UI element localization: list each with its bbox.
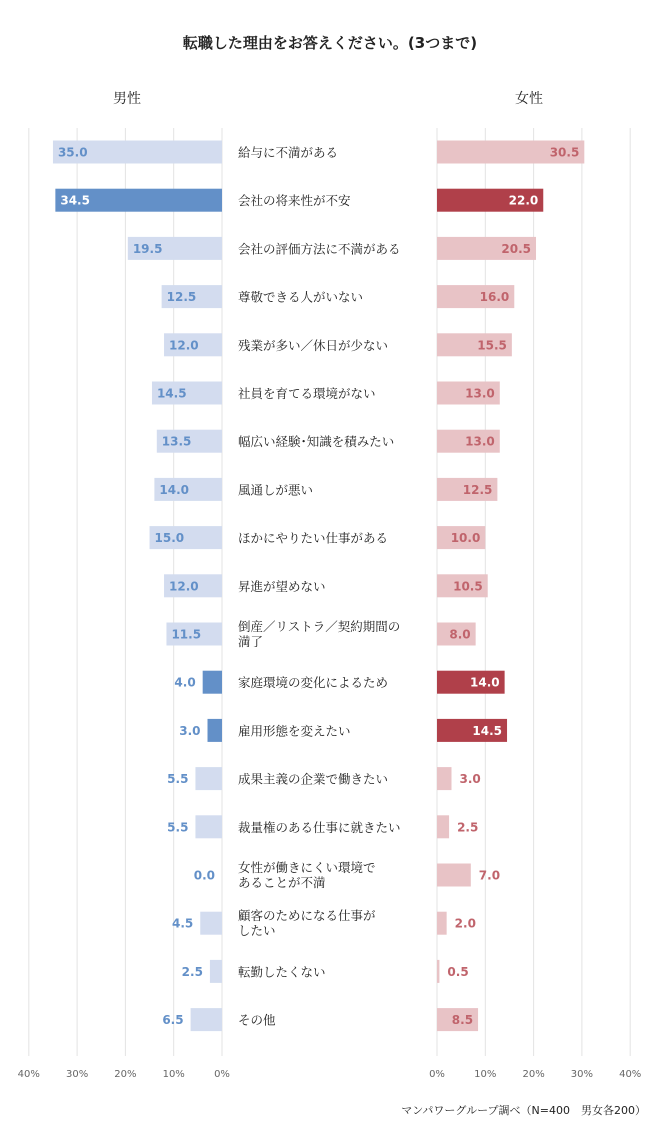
male-value-label: 15.0 (154, 531, 185, 546)
category-label: 倒産／リストラ／契約期間の満了 (238, 619, 401, 649)
male-bar (191, 1008, 222, 1031)
male-value-label: 19.5 (132, 241, 163, 256)
female-bar (437, 815, 449, 838)
male-value-label: 12.0 (169, 338, 199, 353)
male-value-label: 12.5 (166, 290, 197, 305)
male-value-label: 13.5 (161, 434, 192, 449)
male-value-label: 12.0 (169, 579, 199, 594)
male-bar (210, 960, 222, 983)
x-tick-label-left: 0% (214, 1069, 230, 1080)
male-value-label: 4.0 (174, 675, 196, 690)
female-panel-label: 女性 (515, 91, 543, 107)
category-label: 社員を育てる環境がない (238, 386, 376, 401)
x-tick-label-left: 40% (17, 1069, 40, 1080)
male-value-label: 14.5 (156, 386, 187, 401)
category-label: その他 (238, 1012, 276, 1028)
male-value-label: 2.5 (181, 964, 203, 979)
female-value-label: 10.0 (450, 531, 481, 546)
male-value-label: 0.0 (193, 868, 215, 883)
category-label: 風通しが悪い (238, 482, 314, 498)
male-bar (208, 719, 222, 742)
male-bar (200, 912, 222, 935)
male-value-label: 14.0 (159, 482, 189, 497)
chart-title: 転職した理由をお答えください。(3つまで) (182, 34, 478, 52)
category-label: ほかにやりたい仕事がある (238, 530, 389, 546)
female-value-label: 7.0 (478, 868, 501, 883)
male-bar (195, 767, 222, 790)
category-label: 会社の評価方法に不満がある (238, 241, 401, 257)
female-value-label: 14.5 (472, 723, 503, 738)
male-value-label: 4.5 (171, 916, 194, 931)
category-label: 会社の将来性が不安 (238, 193, 351, 209)
male-bar (203, 671, 222, 694)
male-value-label: 3.0 (179, 723, 201, 738)
x-tick-label-right: 0% (429, 1069, 445, 1080)
male-bar (195, 815, 222, 838)
category-label: 残業が多い／休日が少ない (238, 337, 389, 353)
female-value-label: 3.0 (459, 772, 481, 787)
female-value-label: 14.0 (470, 675, 500, 690)
male-value-label: 35.0 (57, 145, 88, 160)
female-value-label: 30.5 (549, 145, 580, 160)
female-bar (437, 960, 439, 983)
male-value-label: 6.5 (162, 1013, 184, 1028)
female-value-label: 2.0 (454, 916, 476, 931)
category-label: 家庭環境の変化によるため (238, 675, 389, 691)
x-tick-label-left: 10% (162, 1069, 185, 1080)
category-label: 雇用形態を変えたい (238, 723, 351, 739)
female-value-label: 13.0 (465, 386, 495, 401)
female-value-label: 15.5 (477, 338, 507, 353)
category-label: 給与に不満がある (238, 145, 339, 160)
source-note: マンパワーグループ調べ（N=400 男女各200） (401, 1104, 646, 1117)
female-value-label: 8.0 (449, 627, 471, 642)
female-value-label: 2.5 (457, 820, 479, 835)
female-value-label: 8.5 (451, 1013, 474, 1028)
male-value-label: 11.5 (171, 627, 202, 642)
x-tick-label-left: 30% (65, 1069, 89, 1080)
male-panel-label: 男性 (113, 91, 141, 107)
category-label: 裁量権のある仕事に就きたい (238, 819, 401, 835)
male-value-label: 34.5 (60, 193, 90, 208)
category-label: 顧客のためになる仕事がしたい (238, 908, 376, 939)
male-value-label: 5.5 (167, 772, 189, 787)
female-value-label: 16.0 (479, 290, 510, 305)
female-value-label: 10.5 (453, 579, 483, 594)
x-tick-label-right: 40% (619, 1069, 642, 1080)
category-label: 尊敬できる人がいない (238, 289, 364, 305)
x-tick-label-left: 20% (114, 1069, 137, 1080)
category-label: 女性が働きにくい環境であることが不満 (238, 860, 376, 890)
male-value-label: 5.5 (167, 820, 189, 835)
female-bar (437, 767, 451, 790)
female-bar (437, 912, 447, 935)
female-bar (437, 864, 471, 887)
x-tick-label-right: 30% (570, 1069, 594, 1080)
female-value-label: 12.5 (462, 482, 493, 497)
female-value-label: 0.5 (447, 964, 469, 979)
category-label: 昇進が望めない (238, 578, 326, 594)
category-label: 転勤したくない (238, 964, 326, 980)
x-tick-label-right: 10% (474, 1069, 497, 1080)
x-tick-label-right: 20% (522, 1069, 545, 1080)
category-label: 幅広い経験･知識を積みたい (238, 434, 395, 450)
female-value-label: 13.0 (465, 434, 495, 449)
category-label: 成果主義の企業で働きたい (238, 771, 389, 787)
female-value-label: 22.0 (508, 193, 539, 208)
female-value-label: 20.5 (501, 241, 532, 256)
